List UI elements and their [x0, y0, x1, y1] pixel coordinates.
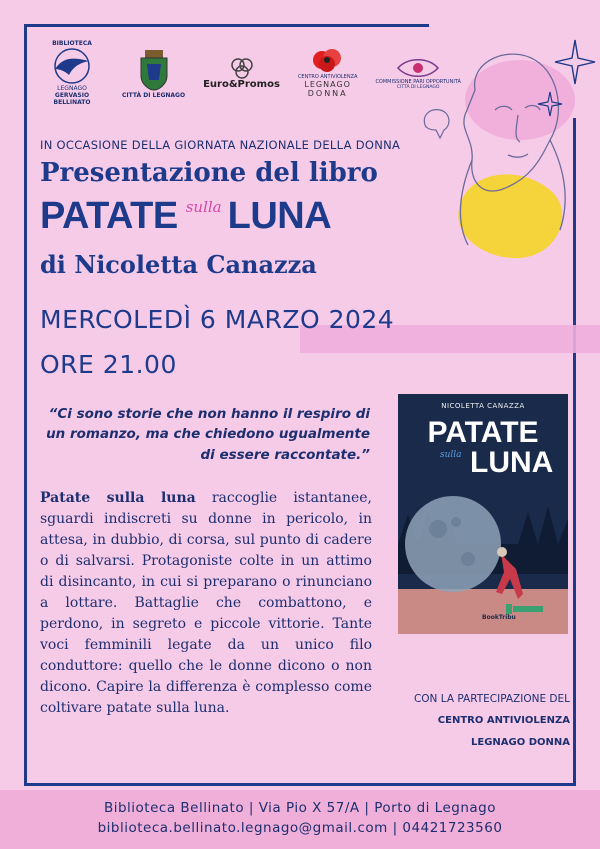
- biblioteca-logo: [40, 40, 104, 106]
- quote-text: “Ci sono storie che non hanno il respiro di un romanzo, ma che chiedono ugualmente di essere raccontate.”: [46, 406, 370, 463]
- bird-logo-icon: [43, 47, 101, 85]
- centro-name1: LEGNAGO: [304, 80, 351, 89]
- knot-icon: [229, 57, 255, 79]
- body-book-title: Patate sulla luna: [40, 490, 196, 506]
- footer-bar: [0, 790, 600, 849]
- citta-logo: [122, 48, 185, 99]
- centro-name2: DONNA: [307, 89, 348, 98]
- centro-antiviolenza-logo: [298, 48, 358, 98]
- body-text: raccoglie istantanee, sguardi indiscreti su donne in pericolo, in attesa, in dubbio, di corsa, sul punto di cadere o di salvarsi. Protagoniste colte in un attimo di disincanto, in cui si preparano o rinunciano a lottare. Battaglie che combattono, e perdono, in segreto e piccole vittorie. Tante voci femminili legate da un unico filo conduttore: quello che le donne dicono o non dicono. Capire la differenza è complesso come coltivare patate sulla luna.: [40, 490, 372, 716]
- participation-org-line2: LEGNAGO DONNA: [471, 737, 570, 748]
- cover-author: NICOLETTA CANAZZA: [441, 402, 525, 410]
- participation-intro: CON LA PARTECIPAZIONE DEL: [413, 693, 570, 705]
- frame-line-top: [24, 24, 429, 27]
- participation-block: [380, 688, 570, 754]
- footer-address: Biblioteca Bellinato | Via Pio X 57/A | Porto di Legnago: [103, 800, 497, 816]
- occasion-text: IN OCCASIONE DELLA GIORNATA NAZIONALE DELLA DONNA: [40, 138, 401, 152]
- citta-logo-label: CITTÀ DI LEGNAGO: [122, 91, 186, 99]
- biblioteca-logo-line3: GERVASIO BELLINATO: [53, 92, 91, 106]
- frame-line-bottom: [24, 783, 576, 786]
- participation-org-line1: CENTRO ANTIVIOLENZA: [437, 715, 570, 726]
- commissione-line2: CITTÀ DI LEGNAGO: [396, 84, 440, 90]
- title-script: sulla: [185, 198, 222, 216]
- euro-promos-label: Euro&Promos: [203, 78, 280, 90]
- cover-title-script: sulla: [440, 450, 462, 460]
- city-crest-icon: [137, 48, 171, 92]
- poppy-flower-icon: [310, 48, 346, 74]
- book-cover: [398, 394, 568, 634]
- eye-icon: [394, 57, 442, 79]
- cover-publisher: BookTribu: [482, 614, 516, 621]
- body-paragraph: [40, 488, 372, 719]
- commissione-line1: COMMISSIONE PARI OPPORTUNITÀ: [375, 78, 461, 85]
- frame-line-left: [24, 24, 27, 784]
- book-title: [40, 195, 331, 238]
- cover-title2: LUNA: [470, 446, 554, 479]
- event-time: ORE 21.00: [40, 350, 177, 379]
- cover-title1: PATATE: [427, 416, 539, 449]
- commissione-logo: [375, 57, 460, 90]
- biblioteca-logo-line2: LEGNAGO: [57, 85, 87, 92]
- biblioteca-logo-line1: BIBLIOTECA: [52, 40, 92, 47]
- title-word1: PATATE: [40, 195, 178, 237]
- logos-row: [40, 40, 461, 106]
- event-date: MERCOLEDÌ 6 MARZO 2024: [40, 305, 395, 334]
- title-word2: LUNA: [227, 195, 332, 237]
- euro-promos-logo: [203, 57, 280, 90]
- author-line: di Nicoletta Canazza: [40, 250, 317, 279]
- presentation-heading: Presentazione del libro: [40, 158, 378, 188]
- centro-small-label: CENTRO ANTIVIOLENZA: [297, 74, 358, 80]
- footer-contacts: biblioteca.bellinato.legnago@gmail.com | 04421723560: [97, 820, 503, 836]
